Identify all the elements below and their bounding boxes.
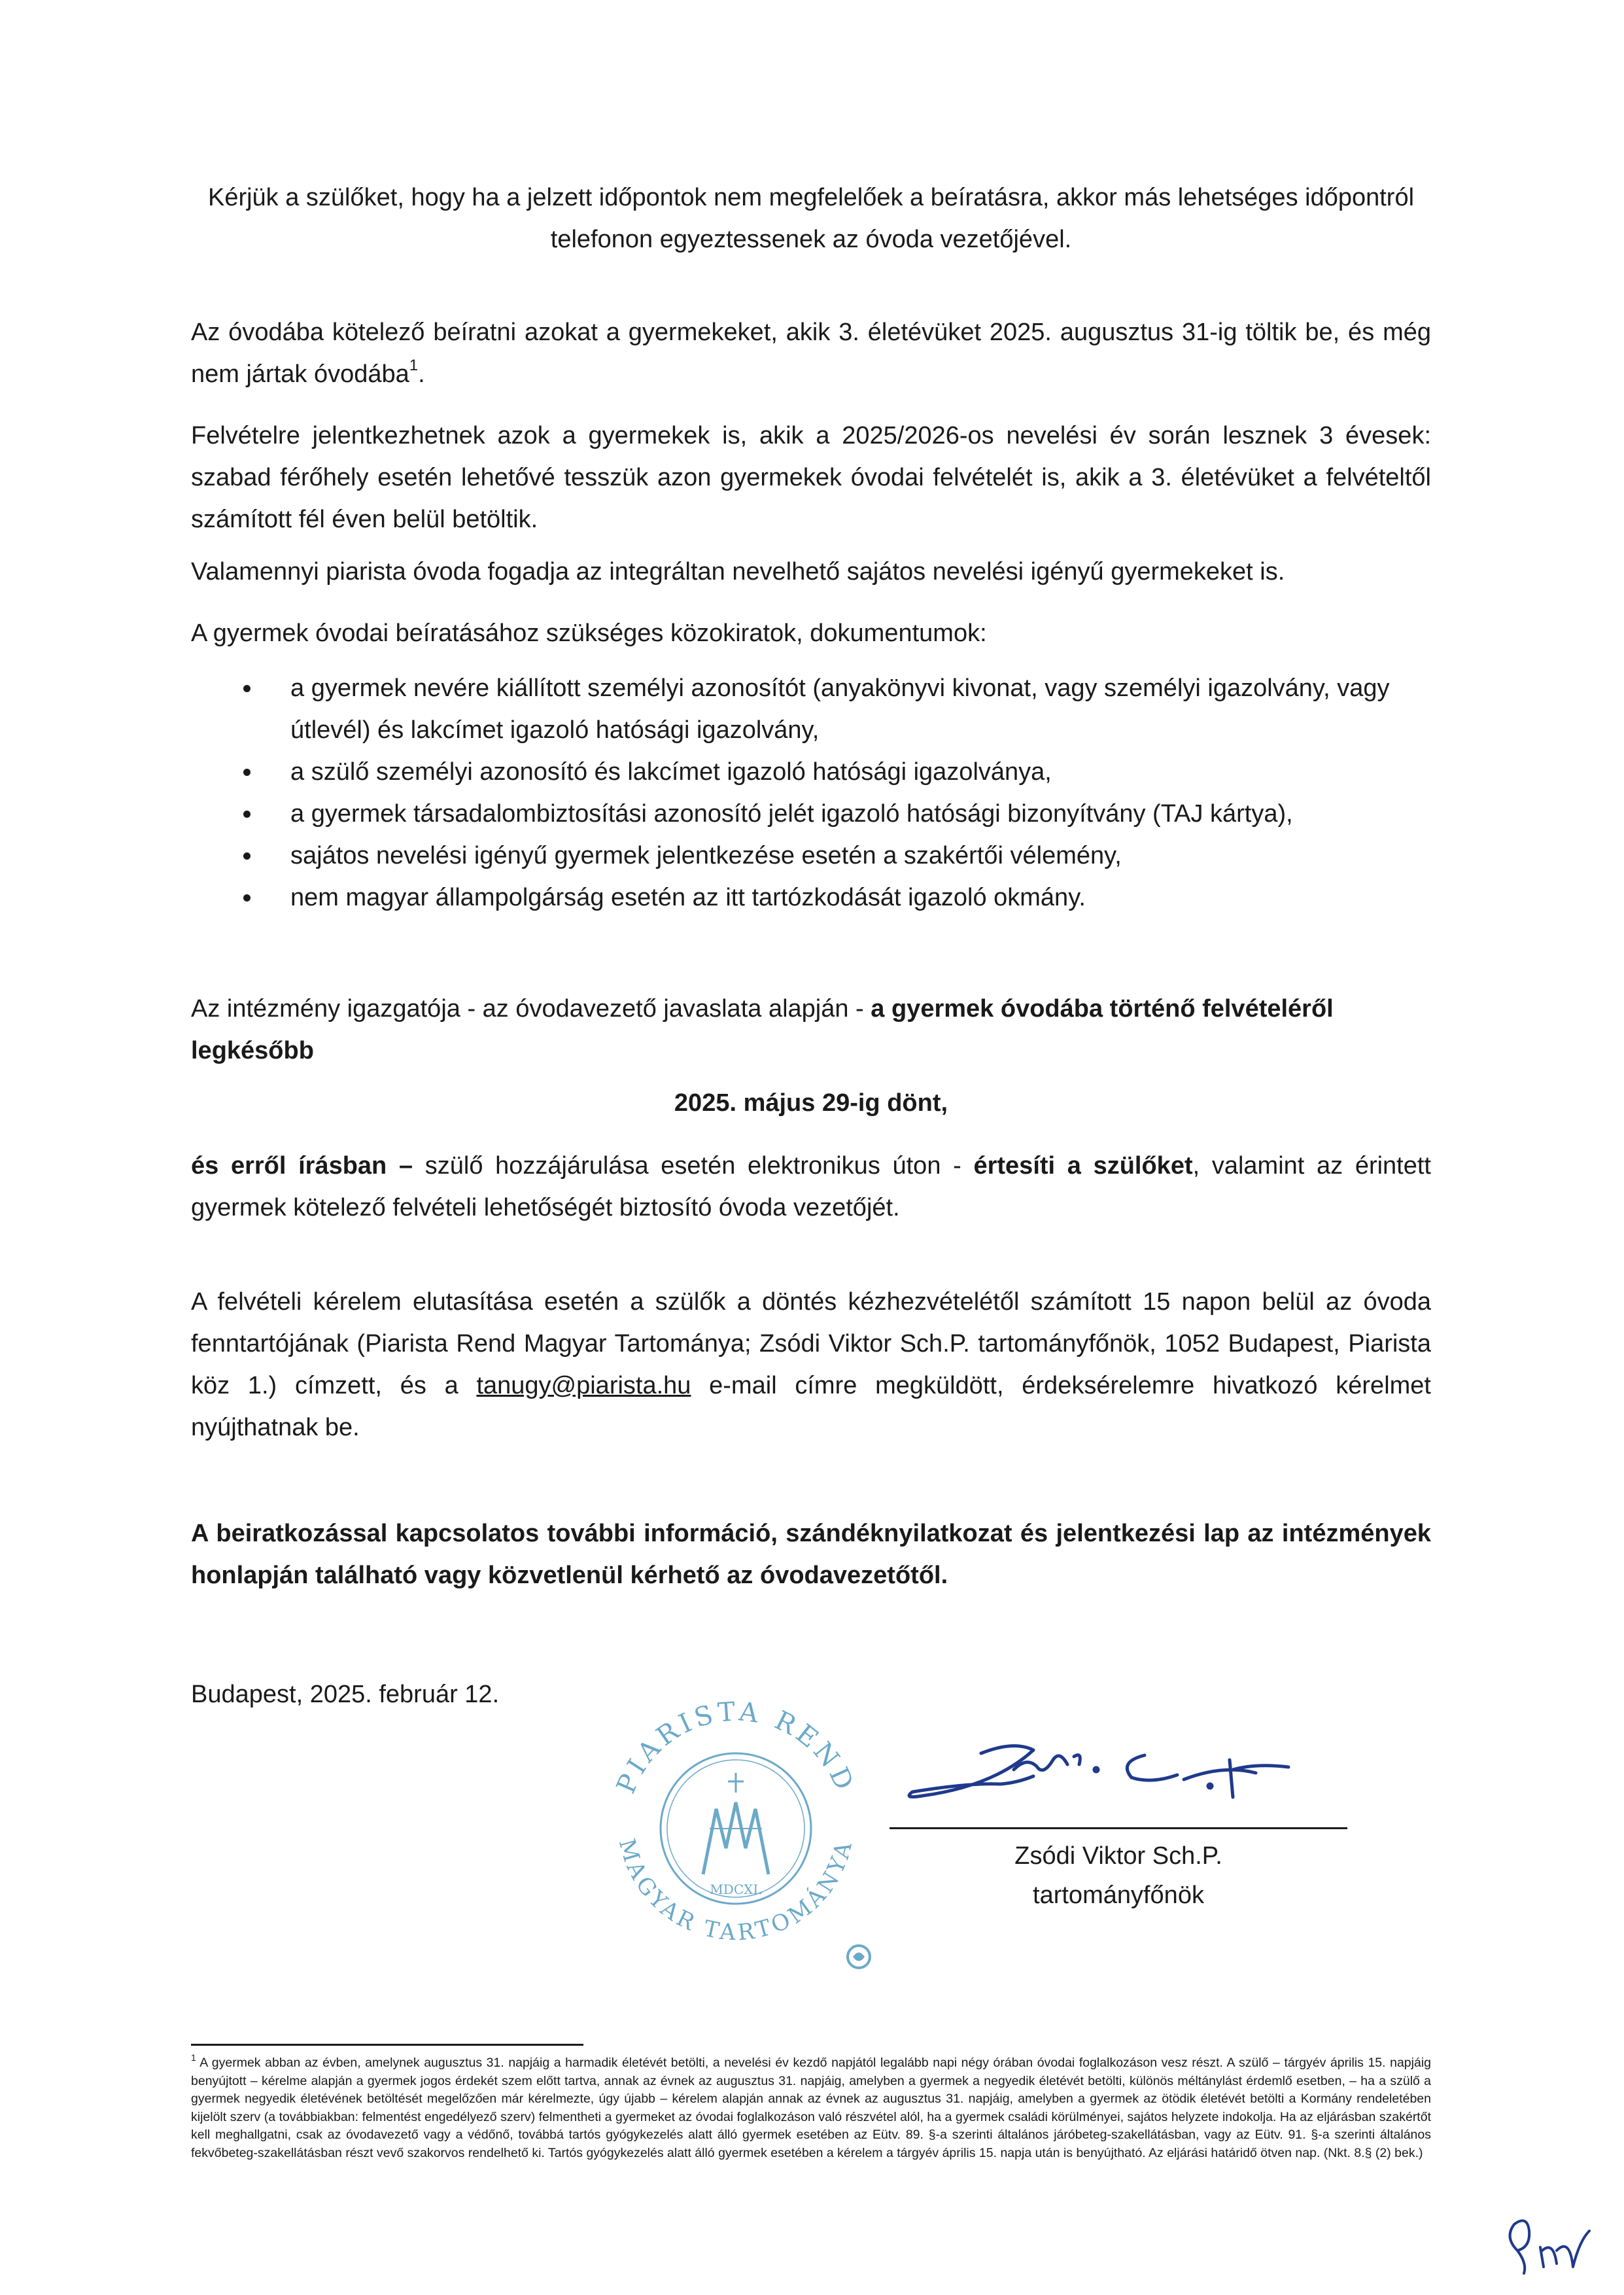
decision-date: 2025. május 29-ig dönt, (674, 1089, 948, 1117)
paragraph-reschedule (191, 177, 1431, 260)
signer-name: Zsódi Viktor Sch.P. (1014, 1842, 1222, 1870)
paragraph-special-needs-text: Valamennyi piarista óvoda fogadja az integráltan nevelhető sajátos nevelési igényű gyermekeket is. (191, 558, 1285, 586)
paragraph-decision (191, 988, 1431, 1072)
stamp-center-text: MDCXL (710, 1882, 762, 1897)
appeal-pre: A felvételi kérelem elutasítása esetén a szülők a döntés kézhezvételétől számított 15 napon belül az óvoda fenntartójának (Piarista Rend Magyar Tartománya; Zsódi Viktor Sch.P. tartományfőnök, 1052 Budapest, Piarista köz 1.) címzett, és a (191, 1288, 1431, 1399)
paragraph-notification (191, 1145, 1431, 1229)
list-item: nem magyar állampolgárság esetén az itt tartózkodását igazoló okmány. (191, 877, 1431, 919)
signature-line (890, 1827, 1347, 1829)
signer-title: tartományfőnök (1033, 1882, 1204, 1909)
footnote-ref: 1 (409, 357, 419, 375)
paragraph-special-needs (191, 551, 1431, 593)
paragraph-appeal (191, 1281, 1431, 1448)
paragraph-reschedule-text: Kérjük a szülőket, hogy ha a jelzett időpontok nem megfelelőek a beíratásra, akkor más lehetséges időpontról telefonon egyeztessenek az óvoda vezetőjével. (207, 184, 1415, 253)
list-item: a szülő személyi azonosító és lakcímet igazoló hatósági igazolványa, (191, 751, 1431, 793)
paragraph-mandatory-text: Az óvodába kötelező beíratni azokat a gyermekeket, akik 3. életévüket 2025. augusztus 31-ig töltik be, és még nem jártak óvodába (191, 319, 1431, 388)
documents-list (191, 667, 1431, 919)
footnote (191, 2054, 1431, 2162)
footnote-separator (191, 2044, 583, 2046)
paragraph-documents-intro-text: A gyermek óvodai beíratásához szükséges közokiratok, dokumentumok: (191, 620, 987, 647)
appeal-post: e-mail címre megküldött, érdeksérelemre hivatkozó kérelmet nyújthatnak be. (191, 1372, 1431, 1441)
list-item: sajátos nevelési igényű gyermek jelentkezése esetén a szakértői vélemény, (191, 835, 1431, 877)
stamp-text-top: PIARISTA REND (611, 1696, 861, 1798)
decision-deadline (191, 1082, 1431, 1124)
decision-pre: Az intézmény igazgatója - az óvodavezető javaslata alapján - (191, 995, 871, 1023)
paragraph-voluntary-application (191, 415, 1431, 540)
footnote-number: 1 (191, 2052, 196, 2063)
paragraph-info (191, 1513, 1431, 1596)
handwritten-signature (903, 1724, 1341, 1822)
list-item: a gyermek társadalombiztosítási azonosító jelét igazoló hatósági bizonyítvány (TAJ kártya), (191, 793, 1431, 835)
stamp-small-mark-icon (845, 1943, 872, 1971)
paragraph-voluntary-text: Felvételre jelentkezhetnek azok a gyermekek is, akik a 2025/2026-os nevelési év során lesznek 3 évesek: szabad férőhely esetén lehetővé tesszük azon gyermekek óvodai felvételét is, akik a 3. életévüket a felvételtől számított fél éven belül betöltik. (191, 422, 1431, 533)
paragraph-mandatory-enrollment (191, 311, 1431, 395)
notification-bold2: értesíti a szülőket (973, 1152, 1193, 1180)
handwritten-initials (1498, 2211, 1602, 2277)
email-link[interactable]: tanugy@piarista.hu (476, 1372, 691, 1399)
notification-mid: szülő hozzájárulása esetén elektronikus úton - (413, 1152, 974, 1180)
decision-bold: a gyermek óvodába történő felvételéről legkésőbb (191, 995, 1334, 1064)
place-date (191, 1673, 499, 1715)
notification-end: , valamint az érintett gyermek kötelező felvételi lehetőségét biztosító óvoda vezetőjét. (191, 1152, 1431, 1221)
footnote-text: A gyermek abban az évben, amelynek augusztus 31. napjáig a harmadik életévét betölti, a nevelési év kezdő napjától legalább napi négy órában óvodai foglalkozáson vesz részt. A szülő – tárgyév április 15. napjáig benyújtott – kérelme alapján a gyermek jogos érdekét szem előtt tartva, annak az évnek az augusztus 31. napjáig, amelyben a gyermek a negyedik életévét betölti, különös méltánylást érdemlő esetben, – ha a szülő a gyermek negyedik életévének betöltését megelőzően már kérelmezte, úgy újabb – kérelem alapján annak az évnek az augusztus 31. napjáig, amelyben a gyermek az ötödik életévét betölti a Kormány rendeletében kijelölt szerv (a továbbiakban: felmentést engedélyező szerv) felmentheti a gyermeket az óvodai foglalkozáson való részvétel alól, ha a gyermek családi körülményei, sajátos helyzete indokolja. Ha az eljárásban szakértőt kell meghallgatni, csak az óvodavezető vagy a védőnő, továbbá tartós gyógykezelés alatt álló gyermek esetében az Eütv. 89. §-a szerinti általános járóbeteg-szakellátásban, vagy az Eütv. 91. §-a szerinti általános fekvőbeteg-szakellátásban részt vevő szakorvos rendelhető ki. Tartós gyógykezelés alatt álló gyermek esetében a kérelem a tárgyév április 15. napja után is benyújtható. Az eljárási határidő ötven nap. (Nkt. 8.§ (2) bek.) (191, 2056, 1432, 2160)
notification-bold: és erről írásban – (191, 1152, 413, 1180)
paragraph-mandatory-end: . (418, 360, 425, 388)
info-text: A beiratkozással kapcsolatos további információ, szándéknyilatkozat és jelentkezési lap az intézmények honlapján található vagy közvetlenül kérhető az óvodavezetőtől. (191, 1520, 1431, 1589)
place-date-text: Budapest, 2025. február 12. (191, 1681, 500, 1708)
paragraph-documents-intro (191, 612, 1431, 654)
stamp-text-bottom: MAGYAR TARTOMÁNYA (613, 1836, 858, 1946)
official-stamp (592, 1678, 880, 1966)
list-item: a gyermek nevére kiállított személyi azonosítót (anyakönyvi kivonat, vagy személyi igazolvány, vagy útlevél) és lakcímet igazoló hatósági igazolvány, (191, 667, 1431, 751)
